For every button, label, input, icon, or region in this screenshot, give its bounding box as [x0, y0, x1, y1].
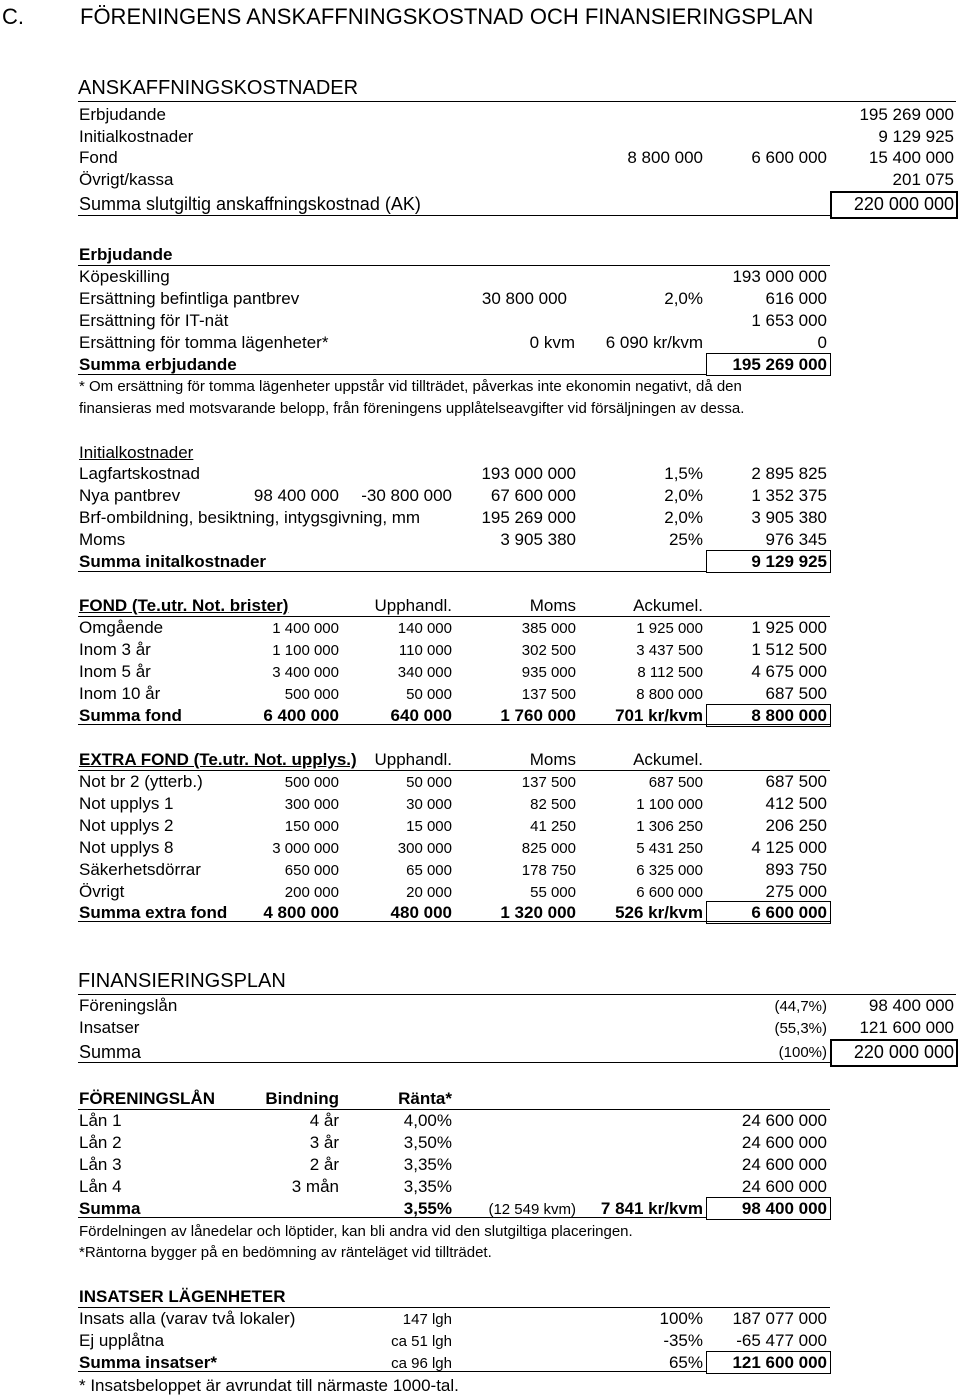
lan-title: FÖRENINGSLÅN — [79, 1089, 215, 1108]
fond-row-c3: 935 000 — [521, 664, 576, 681]
fin-title-rule — [78, 994, 956, 995]
lan-h-c2: Ränta* — [398, 1089, 452, 1108]
fin-r2-value: 121 600 000 — [859, 1018, 954, 1037]
extra-row-label: Not br 2 (ytterb.) — [79, 772, 203, 791]
ak-initial-label: Initialkostnader — [79, 127, 194, 146]
ins-note: * Insatsbeloppet är avrundat till närmaste 1000-tal. — [79, 1376, 459, 1395]
lan-row-label: Lån 3 — [79, 1155, 122, 1174]
extra-row-c4: 6 600 000 — [636, 884, 703, 901]
ins-summa-label: Summa insatser* — [79, 1353, 217, 1372]
extra-row-c1: 300 000 — [284, 796, 339, 813]
extra-row-c3: 55 000 — [530, 884, 576, 901]
extra-row-value: 687 500 — [765, 772, 827, 791]
fond-row-label: Inom 5 år — [79, 662, 151, 681]
fond-row-value: 4 675 000 — [751, 662, 827, 681]
lan-row-c1: 3 år — [309, 1133, 339, 1152]
lan-row-c2: 3,50% — [403, 1133, 452, 1152]
fond-row-c1: 500 000 — [284, 686, 339, 703]
ak-ovrigt-label: Övrigt/kassa — [79, 170, 174, 189]
lan-row-value: 24 600 000 — [741, 1111, 827, 1130]
ins-r1-c1: 147 lgh — [402, 1311, 452, 1328]
fond-row-value: 1 512 500 — [751, 640, 827, 659]
extra-row-value: 4 125 000 — [751, 838, 827, 857]
ak-fond-c1: 8 800 000 — [627, 148, 703, 167]
ak-fond-value: 15 400 000 — [868, 148, 954, 167]
fond-row-c1: 1 100 000 — [272, 642, 339, 659]
extra-row-c3: 82 500 — [530, 796, 576, 813]
extra-summa-c1: 4 800 000 — [263, 903, 339, 922]
fin-title: FINANSIERINGSPLAN — [78, 970, 286, 992]
ins-summa-value: 121 600 000 — [732, 1353, 827, 1372]
ak-erbjudande-value: 195 269 000 — [859, 105, 954, 124]
ak-ovrigt-value: 201 075 — [892, 170, 954, 189]
erb-r2-c2: 2,0% — [664, 289, 703, 308]
lan-note-1: Fördelningen av lånedelar och löptider, kan bli andra vid den slutgiltiga placeringen. — [79, 1223, 633, 1240]
ini-r3-c4: 2,0% — [664, 508, 703, 527]
ins-r2-value: -65 477 000 — [736, 1331, 827, 1350]
ins-r2-label: Ej upplåtna — [79, 1331, 165, 1350]
section-title: FÖRENINGENS ANSKAFFNINGSKOSTNAD OCH FINANSIERINGSPLAN — [80, 4, 814, 29]
extra-row-c1: 200 000 — [284, 884, 339, 901]
fond-row-c1: 1 400 000 — [272, 620, 339, 637]
extra-row-c1: 150 000 — [284, 818, 339, 835]
ini-r3-label: Brf-ombildning, besiktning, intygsgivning, mm — [79, 508, 421, 527]
ini-r3-value: 3 905 380 — [751, 508, 827, 527]
fin-summa-underline — [78, 1062, 830, 1063]
lan-row-label: Lån 4 — [79, 1177, 122, 1196]
extra-row-c1: 3 000 000 — [272, 840, 339, 857]
ini-summa-underline — [78, 571, 706, 572]
extra-row-c3: 41 250 — [530, 818, 576, 835]
fond-row-c4: 3 437 500 — [636, 642, 703, 659]
erb-r4-c1: 0 kvm — [529, 333, 575, 352]
lan-row-c1: 2 år — [309, 1155, 339, 1174]
lan-summa-value: 98 400 000 — [741, 1199, 827, 1218]
erb-r1-label: Köpeskilling — [79, 267, 170, 286]
extra-h-c3: Moms — [529, 750, 576, 769]
extra-row-label: Not upplys 2 — [79, 816, 174, 835]
fond-summa-c2: 640 000 — [390, 706, 452, 725]
extra-row-c4: 1 100 000 — [636, 796, 703, 813]
lan-row-value: 24 600 000 — [741, 1155, 827, 1174]
ini-r1-c3: 193 000 000 — [481, 464, 576, 483]
fin-r1-value: 98 400 000 — [868, 996, 954, 1015]
ins-r2-c1: ca 51 lgh — [391, 1333, 452, 1350]
ins-r1-value: 187 077 000 — [732, 1309, 827, 1328]
extra-summa-label: Summa extra fond — [79, 903, 228, 922]
fond-row-c2: 110 000 — [398, 642, 452, 659]
erb-r2-label: Ersättning befintliga pantbrev — [79, 289, 300, 308]
fond-summa-label: Summa fond — [79, 706, 182, 725]
extra-row-label: Not upplys 1 — [79, 794, 174, 813]
lan-h-c1: Bindning — [265, 1089, 339, 1108]
fond-row-label: Omgående — [79, 618, 164, 637]
ak-summa-value: 220 000 000 — [853, 194, 954, 214]
lan-row-c1: 3 mån — [291, 1177, 339, 1196]
extra-row-c2: 50 000 — [406, 774, 452, 791]
ini-title: Initialkostnader — [79, 443, 194, 462]
ins-summa-c1: ca 96 lgh — [391, 1355, 452, 1372]
ins-r1-c2: 100% — [659, 1309, 703, 1328]
ins-title-rule — [78, 1307, 830, 1308]
ak-erbjudande-label: Erbjudande — [79, 105, 166, 124]
fond-row-c1: 3 400 000 — [272, 664, 339, 681]
fin-summa-label: Summa — [79, 1042, 142, 1062]
erb-r2-c1: 30 800 000 — [481, 289, 567, 308]
fond-row-c2: 140 000 — [397, 620, 452, 637]
ins-r1-label: Insats alla (varav två lokaler) — [79, 1309, 296, 1328]
ini-r2-c3: 67 600 000 — [490, 486, 576, 505]
erb-r3-value: 1 653 000 — [751, 311, 827, 330]
lan-row-c1: 4 år — [309, 1111, 339, 1130]
extra-summa-c4: 526 kr/kvm — [615, 903, 703, 922]
lan-note-2: *Räntorna bygger på en bedömning av ränteläget vid tillträdet. — [79, 1244, 492, 1261]
fond-row-value: 1 925 000 — [751, 618, 827, 637]
extra-row-c2: 65 000 — [406, 862, 452, 879]
fond-row-label: Inom 3 år — [79, 640, 151, 659]
ini-r4-c3: 3 905 380 — [500, 530, 576, 549]
fin-r1-pct: (44,7%) — [774, 998, 827, 1015]
extra-h-c4: Ackumel. — [633, 750, 703, 769]
lan-header-rule — [78, 1109, 830, 1110]
erb-r1-value: 193 000 000 — [732, 267, 827, 286]
fond-title: FOND (Te.utr. Not. brister) — [79, 596, 289, 615]
fin-r2-pct: (55,3%) — [774, 1020, 827, 1037]
ini-r1-c4: 1,5% — [664, 464, 703, 483]
extra-row-label: Säkerhetsdörrar — [79, 860, 201, 879]
ini-r2-c2: -30 800 000 — [361, 486, 452, 505]
extra-summa-c2: 480 000 — [390, 903, 452, 922]
ini-r2-value: 1 352 375 — [751, 486, 827, 505]
fond-row-c4: 8 800 000 — [636, 686, 703, 703]
extra-row-c3: 178 750 — [521, 862, 576, 879]
fond-row-c2: 50 000 — [406, 686, 452, 703]
ini-r2-c1: 98 400 000 — [253, 486, 339, 505]
extra-summa-value: 6 600 000 — [751, 903, 827, 922]
erb-note-1: * Om ersättning för tomma lägenheter uppstår vid tillträdet, påverkas inte ekonomin negativt, då den — [79, 378, 742, 395]
fin-summa-pct: (100%) — [778, 1044, 827, 1061]
ini-summa-value: 9 129 925 — [751, 552, 827, 571]
ak-initial-value: 9 129 925 — [878, 127, 954, 146]
extra-row-c3: 137 500 — [521, 774, 576, 791]
erb-summa-label: Summa erbjudande — [79, 355, 237, 374]
fond-row-value: 687 500 — [765, 684, 827, 703]
fond-row-c4: 8 112 500 — [637, 664, 703, 681]
extra-row-value: 206 250 — [765, 816, 827, 835]
erb-note-2: finansieras med motsvarande belopp, från föreningens upplåtelseavgifter vid försäljningen av dessa. — [79, 400, 745, 417]
extra-row-c4: 1 306 250 — [636, 818, 703, 835]
extra-h-c2: Upphandl. — [374, 750, 452, 769]
lan-row-c2: 3,35% — [403, 1155, 452, 1174]
extra-row-label: Övrigt — [79, 882, 125, 901]
fin-r2-label: Insatser — [79, 1018, 140, 1037]
erb-r2-value: 616 000 — [765, 289, 827, 308]
extra-summa-c3: 1 320 000 — [500, 903, 576, 922]
erb-title: Erbjudande — [79, 245, 173, 264]
section-letter: C. — [2, 4, 24, 29]
ins-summa-c2: 65% — [668, 1353, 703, 1372]
fin-summa-value: 220 000 000 — [853, 1042, 954, 1062]
fond-h-c3: Moms — [529, 596, 576, 615]
lan-summa-c2: 3,55% — [403, 1199, 452, 1218]
fond-row-c3: 385 000 — [521, 620, 576, 637]
erb-summa-underline — [78, 374, 706, 375]
fond-h-c2: Upphandl. — [374, 596, 452, 615]
ini-r1-value: 2 895 825 — [751, 464, 827, 483]
extra-header-rule — [78, 770, 830, 771]
ins-title: INSATSER LÄGENHETER — [79, 1287, 286, 1306]
lan-row-label: Lån 1 — [79, 1111, 122, 1130]
ini-summa-label: Summa initalkostnader — [79, 552, 267, 571]
lan-row-c2: 4,00% — [403, 1111, 452, 1130]
fond-row-c3: 137 500 — [521, 686, 576, 703]
lan-row-value: 24 600 000 — [741, 1177, 827, 1196]
fond-row-c4: 1 925 000 — [636, 620, 703, 637]
extra-row-value: 275 000 — [765, 882, 827, 901]
extra-row-c2: 20 000 — [406, 884, 452, 901]
extra-row-value: 893 750 — [765, 860, 827, 879]
ini-r2-label: Nya pantbrev — [79, 486, 181, 505]
lan-summa-label: Summa — [79, 1199, 141, 1218]
erb-r3-label: Ersättning för IT-nät — [79, 311, 229, 330]
extra-row-label: Not upplys 8 — [79, 838, 174, 857]
fin-r1-label: Föreningslån — [79, 996, 178, 1015]
extra-row-c1: 500 000 — [284, 774, 339, 791]
erb-title-rule — [78, 265, 830, 266]
extra-row-c4: 6 325 000 — [636, 862, 703, 879]
ini-r2-c4: 2,0% — [664, 486, 703, 505]
erb-r4-value: 0 — [817, 333, 827, 352]
lan-row-c2: 3,35% — [403, 1177, 452, 1196]
extra-row-value: 412 500 — [765, 794, 827, 813]
erb-r4-c2: 6 090 kr/kvm — [605, 333, 703, 352]
ini-r4-label: Moms — [79, 530, 126, 549]
ini-r4-c4: 25% — [668, 530, 703, 549]
ak-fond-label: Fond — [79, 148, 118, 167]
lan-summa-c3: (12 549 kvm) — [488, 1201, 576, 1218]
erb-r4-label: Ersättning för tomma lägenheter* — [79, 333, 329, 352]
lan-row-value: 24 600 000 — [741, 1133, 827, 1152]
ak-title: ANSKAFFNINGSKOSTNADER — [78, 77, 359, 99]
fond-summa-c1: 6 400 000 — [263, 706, 339, 725]
extra-row-c3: 825 000 — [521, 840, 576, 857]
ak-summa-underline — [78, 215, 830, 216]
fond-summa-value: 8 800 000 — [751, 706, 827, 725]
extra-row-c4: 687 500 — [648, 774, 703, 791]
extra-row-c2: 30 000 — [406, 796, 452, 813]
ini-r1-label: Lagfartskostnad — [79, 464, 200, 483]
fond-row-label: Inom 10 år — [79, 684, 161, 703]
extra-row-c4: 5 431 250 — [636, 840, 703, 857]
ak-title-rule — [78, 101, 956, 102]
extra-row-c1: 650 000 — [284, 862, 339, 879]
fond-h-c4: Ackumel. — [633, 596, 703, 615]
ini-r3-c3: 195 269 000 — [481, 508, 576, 527]
ini-r4-value: 976 345 — [765, 530, 827, 549]
extra-row-c2: 300 000 — [397, 840, 452, 857]
erb-summa-value: 195 269 000 — [732, 355, 827, 374]
fond-header-rule — [78, 616, 830, 617]
ak-fond-c2: 6 600 000 — [751, 148, 827, 167]
extra-row-c2: 15 000 — [406, 818, 452, 835]
fond-summa-c4: 701 kr/kvm — [615, 706, 703, 725]
extra-title: EXTRA FOND (Te.utr. Not. upplys.) — [79, 750, 357, 769]
fond-row-c2: 340 000 — [397, 664, 452, 681]
lan-summa-c4: 7 841 kr/kvm — [600, 1199, 703, 1218]
fond-summa-c3: 1 760 000 — [500, 706, 576, 725]
fond-row-c3: 302 500 — [521, 642, 576, 659]
ak-summa-label: Summa slutgiltig anskaffningskostnad (AK) — [79, 194, 421, 214]
lan-row-label: Lån 2 — [79, 1133, 122, 1152]
ins-r2-c2: -35% — [663, 1331, 703, 1350]
